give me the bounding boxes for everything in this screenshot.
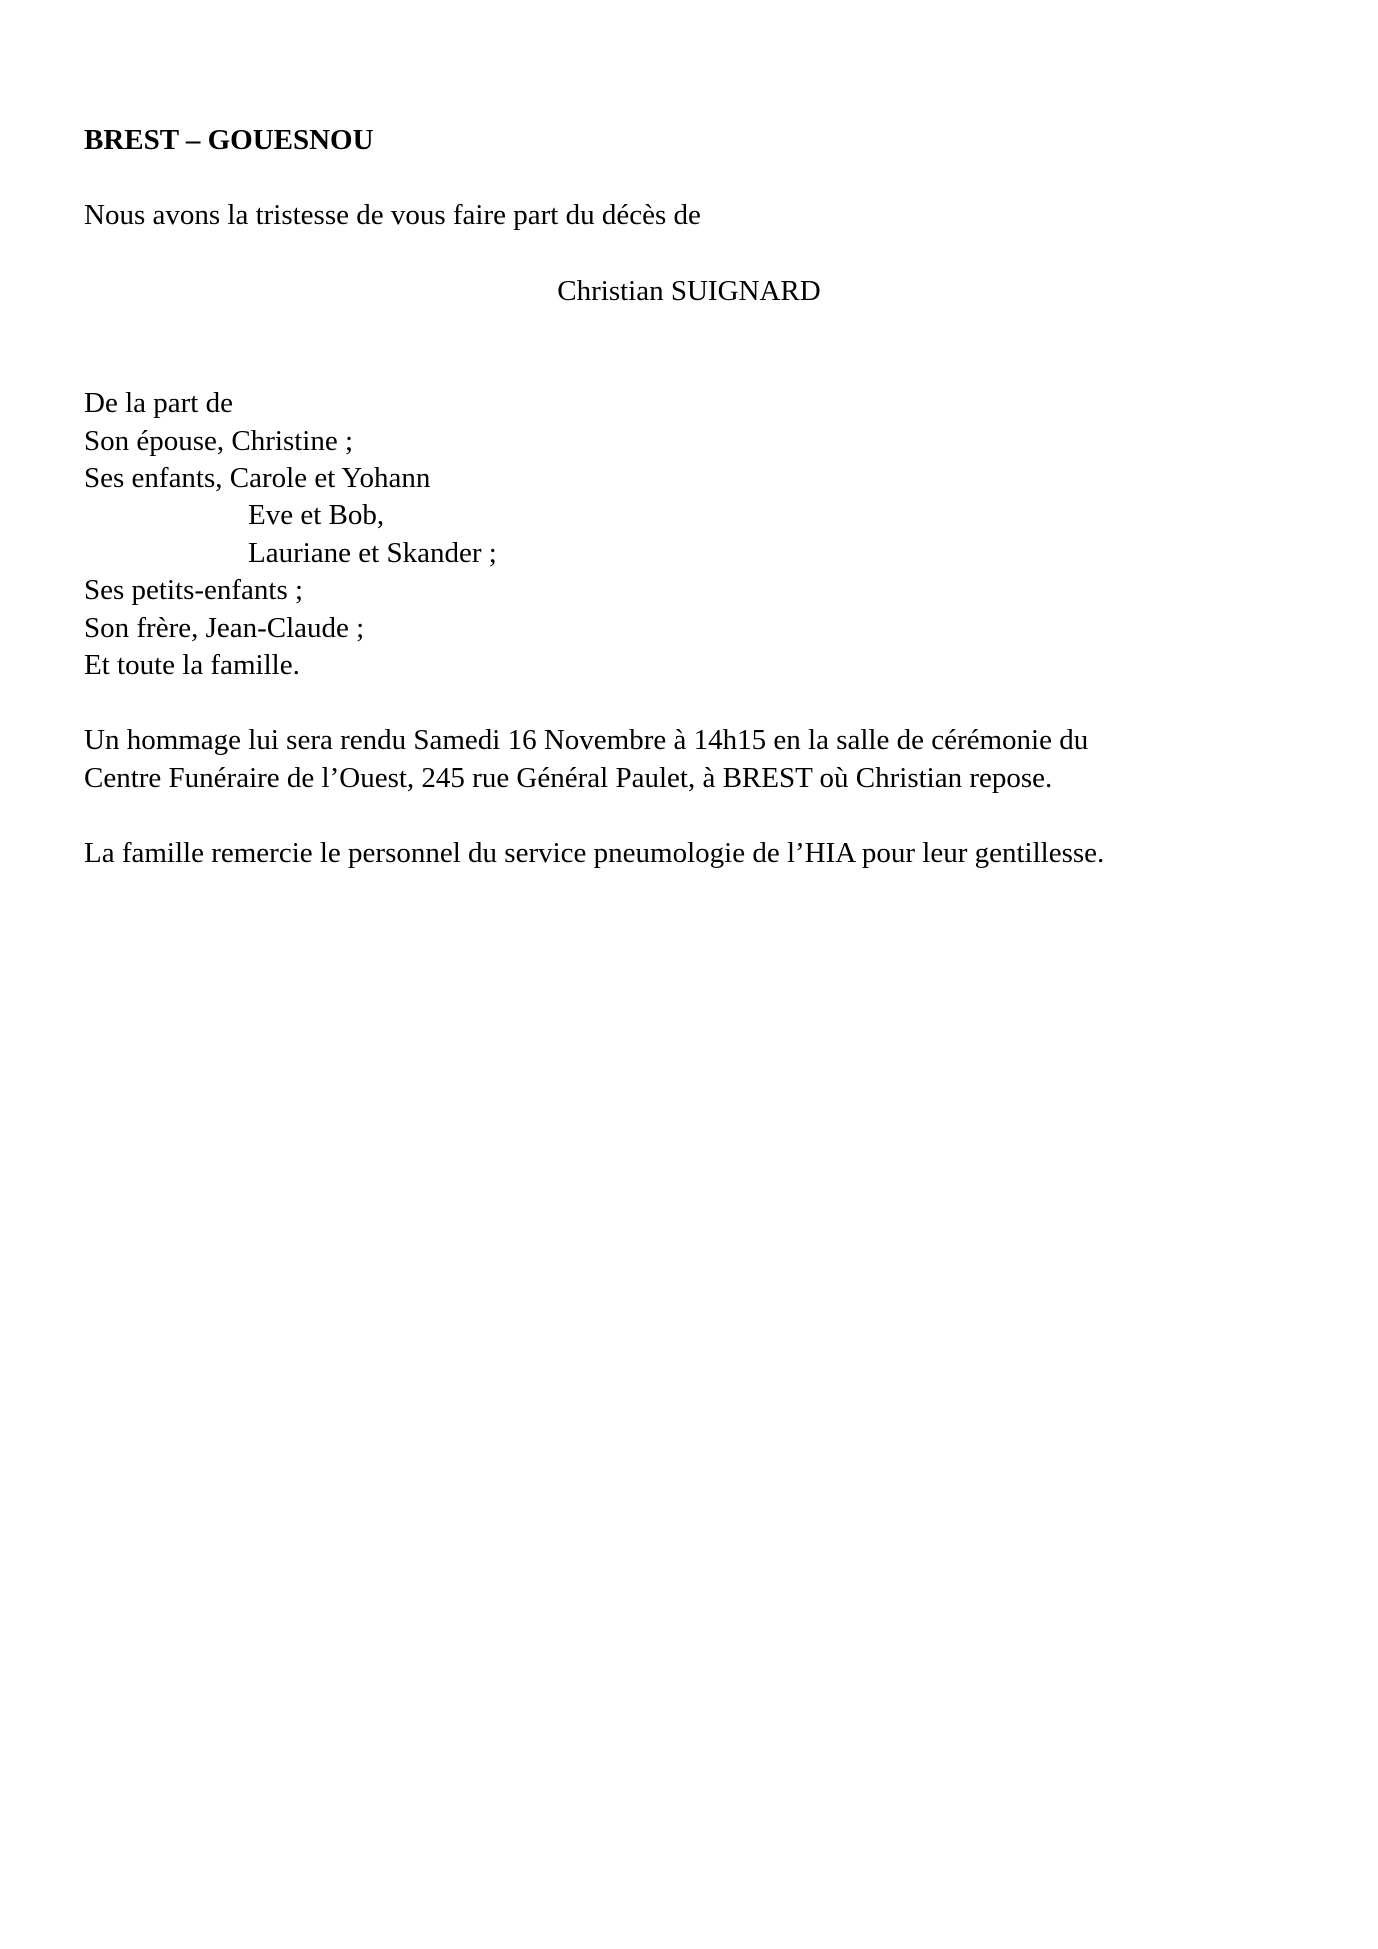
ceremony-line-1: Un hommage lui sera rendu Samedi 16 Novembre à 14h15 en la salle de cérémonie du: [84, 724, 1089, 756]
family-line-spouse: Son épouse, Christine ;: [84, 425, 354, 457]
deceased-name: Christian SUIGNARD: [557, 275, 821, 307]
intro-text: Nous avons la tristesse de vous faire part du décès de: [84, 199, 701, 231]
ceremony-line-2: Centre Funéraire de l’Ouest, 245 rue Général Paulet, à BREST où Christian repose.: [84, 762, 1053, 794]
family-lead: De la part de: [84, 387, 233, 419]
family-line-children-2: Eve et Bob,: [248, 499, 385, 531]
family-line-grandchildren: Ses petits-enfants ;: [84, 574, 304, 606]
thanks-text: La famille remercie le personnel du service pneumologie de l’HIA pour leur gentillesse.: [84, 837, 1105, 869]
document-heading: BREST – GOUESNOU: [84, 124, 374, 156]
family-line-children: Ses enfants, Carole et Yohann: [84, 462, 431, 494]
family-line-children-3: Lauriane et Skander ;: [248, 537, 497, 569]
family-line-brother: Son frère, Jean-Claude ;: [84, 612, 365, 644]
family-line-all: Et toute la famille.: [84, 649, 300, 681]
